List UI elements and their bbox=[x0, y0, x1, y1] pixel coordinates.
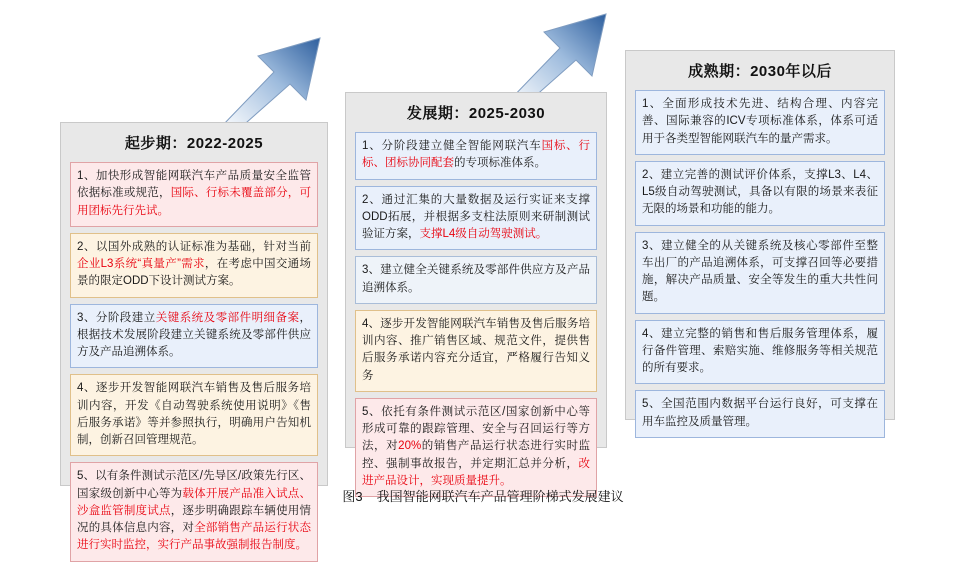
stage-1-item bbox=[70, 162, 318, 227]
stage-items-2 bbox=[355, 132, 597, 497]
stage-panel-1 bbox=[60, 122, 328, 552]
text-segment: 国际、行标未覆盖部分，可用团标先行先试。 bbox=[77, 187, 312, 217]
text-segment: 4、逐步开发智能网联汽车销售及售后服务培训内容、推广销售区域、规范文件，提供售后服务承诺内容充分适宜，严格履行告知义务 bbox=[362, 317, 590, 382]
text-segment: 4、建立完整的销售和售后服务管理体系，履行备件管理、索赔实施、维修服务等相关规范的所有要求。 bbox=[642, 327, 878, 374]
text-segment: 关键系统及零部件明细备案 bbox=[155, 311, 300, 324]
text-segment: 支撑L4级自动驾驶测试。 bbox=[419, 228, 548, 240]
stage-title-1: 起步期：2022-2025 bbox=[124, 135, 264, 152]
text-segment: 载体开展产品准入试点、沙盒监管制度试点 bbox=[77, 487, 312, 517]
stage-2-item bbox=[355, 186, 597, 251]
stage-1-item bbox=[70, 374, 318, 456]
stage-1-item bbox=[70, 233, 318, 298]
text-segment: 国标、行标、团标协同配套 bbox=[362, 140, 590, 170]
text-segment: 企业L3系统“真量产”需求 bbox=[77, 258, 205, 270]
text-segment: 3、分阶段建立 bbox=[77, 311, 156, 324]
stage-3-item bbox=[635, 161, 885, 226]
stage-3-item bbox=[635, 320, 885, 385]
arrow-stage2-to-stage3 bbox=[502, 6, 632, 106]
text-segment: 20% bbox=[398, 440, 422, 453]
stage-3-item bbox=[635, 90, 885, 155]
text-segment: 3、建立健全关键系统及零部件供应方及产品追溯体系。 bbox=[362, 264, 590, 294]
text-segment: 5、全国范围内数据平台运行良好，可支撑在用车监控及质量管理。 bbox=[642, 398, 878, 428]
text-segment: ，逐步明确跟踪车辆使用情况的具体信息内容，对 bbox=[77, 504, 312, 534]
stage-3-item bbox=[635, 232, 885, 314]
stage-1-item bbox=[70, 304, 318, 369]
stage-panel-3 bbox=[625, 50, 895, 428]
stage-1-item bbox=[70, 462, 318, 561]
text-segment: 全部销售产品运行状态进行实时监控，实行产品事故强制报告制度。 bbox=[77, 522, 312, 552]
text-segment: 1、分阶段建立健全智能网联汽车 bbox=[362, 140, 542, 152]
text-segment: 的专项标准体系。 bbox=[454, 157, 546, 170]
figure-number: 图3 bbox=[342, 489, 363, 504]
stage-title-2: 发展期：2025-2030 bbox=[406, 105, 546, 122]
text-segment: 2、通过汇集的大量数据及运行实证来支撑ODD拓展，并根据多支柱法原则来研制测试验证方案， bbox=[362, 193, 590, 240]
text-segment: 2、建立完善的测试评价体系，支撑L3、L4、L5级自动驾驶测试，具备以有限的场景来表征无限的场景和功能的能力。 bbox=[642, 168, 878, 216]
stage-2-item bbox=[355, 256, 597, 304]
text-segment: 4、逐步开发智能网联汽车销售及售后服务培训内容，开发《自动驾驶系统使用说明》《售后服务承诺》等并参照执行，明确用户告知机制，创新召回管理规范。 bbox=[77, 382, 311, 446]
text-segment: 的销售产品运行状态进行实时监控、强制事故报告，并定期汇总并分析， bbox=[362, 440, 590, 470]
figure-caption-text: 我国智能网联汽车产品管理阶梯式发展建议 bbox=[376, 489, 624, 504]
stage-2-item bbox=[355, 398, 597, 497]
text-segment: 5、以有条件测试示范区/先导区/政策先行区、国家级创新中心等为 bbox=[77, 470, 311, 500]
text-segment: ，根据技术发展阶段建立关键系统及零部件供应方及产品追溯体系。 bbox=[77, 311, 311, 358]
stage-title-3: 成熟期：2030年以后 bbox=[688, 63, 832, 80]
stage-2-item bbox=[355, 132, 597, 180]
text-segment: 1、加快形成智能网联汽车产品质量安全监管依据标准或规范， bbox=[77, 170, 311, 200]
text-segment: ，在考虑中国交通场景的限定ODD下设计测试方案。 bbox=[77, 258, 312, 288]
text-segment: 3、建立健全的从关键系统及核心零部件至整车出厂的产品追溯体系，可支撑召回等必要措施，解决产品质量、安全等发生的重大共性问题。 bbox=[642, 239, 878, 304]
text-segment: 2、以国外成熟的认证标准为基础，针对当前 bbox=[77, 240, 311, 253]
text-segment: 改进产品设计，实现质量提升。 bbox=[362, 457, 590, 487]
text-segment: 1、全面形成技术先进、结构合理、内容完善、国际兼容的ICV专项标准体系，体系可适用于各类型智能网联汽车的量产需求。 bbox=[642, 98, 878, 145]
text-segment: 5、依托有条件测试示范区/国家创新中心等形成可靠的跟踪管理、安全与召回运行等方法，对 bbox=[362, 405, 590, 453]
stage-3-item bbox=[635, 390, 885, 438]
stage-panel-2 bbox=[345, 92, 607, 487]
arrow-stage1-to-stage2 bbox=[216, 30, 346, 130]
stage-items-3 bbox=[635, 90, 885, 438]
stage-2-item bbox=[355, 310, 597, 392]
figure-caption bbox=[0, 486, 966, 505]
